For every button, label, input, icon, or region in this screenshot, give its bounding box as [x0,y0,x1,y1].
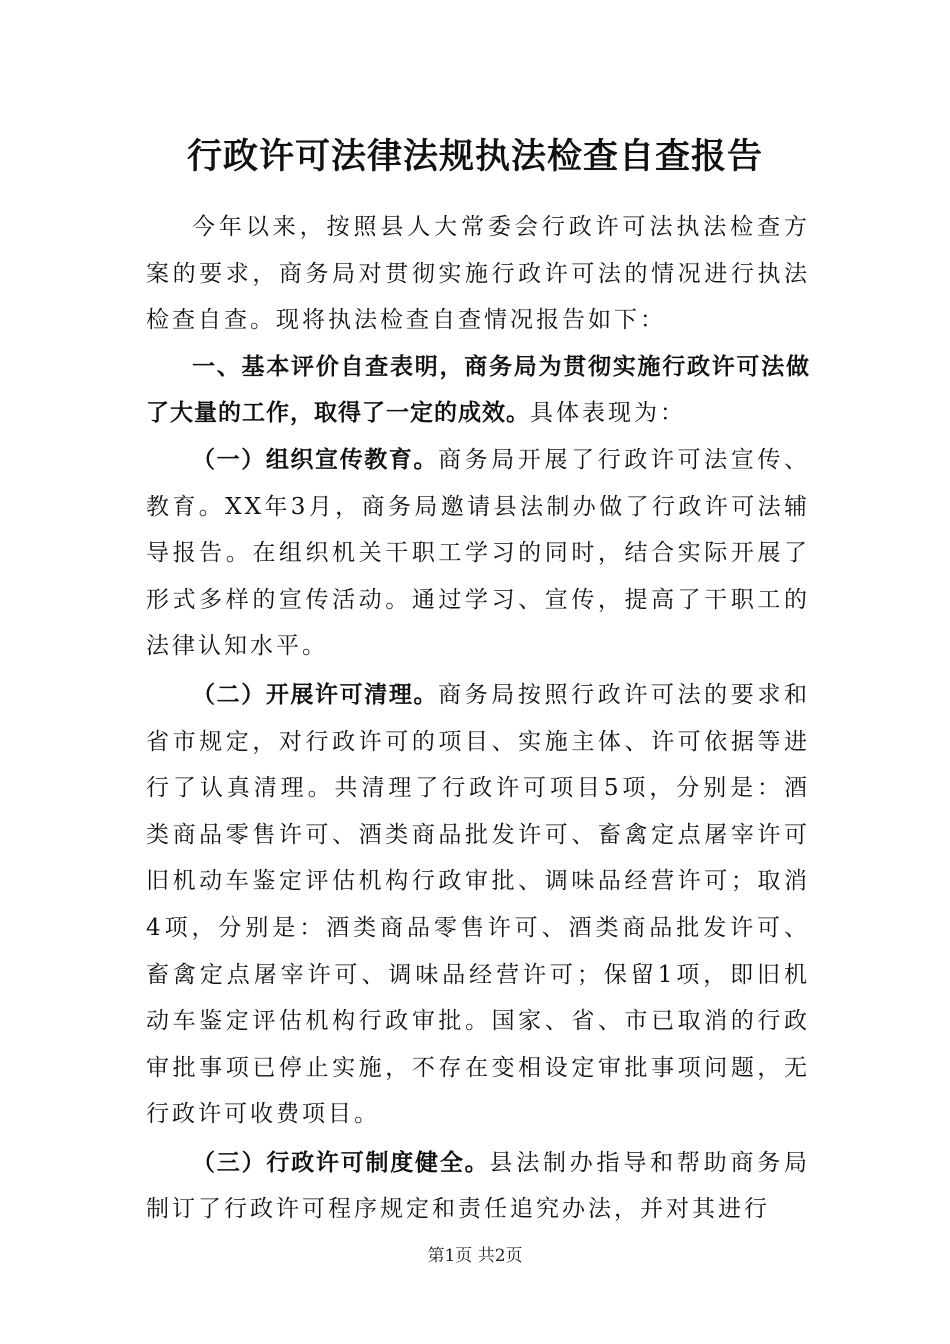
paragraph-section-basic-evaluation [146,344,810,437]
document-body [146,204,810,1233]
paragraph-text: 今年以来，按照县人大常委会行政许可法执法检查方案的要求，商务局对贯彻实施行政许可法的情况进行执法检查自查。现将执法检查自查情况报告如下： [146,214,810,334]
section-heading: 一、基本评价自查表明，商务局为贯彻实施行政许可法做了大量的工作，取得了一定的成效。 [146,353,810,427]
paragraph-intro [146,204,810,344]
paragraph-publicity-education [146,437,810,670]
page-footer: 第1页 共2页 [427,1246,523,1266]
subsection-heading: （三）行政许可制度健全。 [192,1149,490,1176]
paragraph-text: 商务局按照行政许可法的要求和省市规定，对行政许可的项目、实施主体、许可依据等进行了认真清理。共清理了行政许可项目5项，分别是：酒类商品零售许可、酒类商品批发许可、畜禽定点屠宰许可旧机动车鉴定评估机构行政审批、调味品经营许可；取消4项，分别是：酒类商品零售许可、酒类商品批发许可、畜禽定点屠宰许可、调味品经营许可；保留1项，即旧机动车鉴定评估机构行政审批。国家、省、市已取消的行政审批事项已停止实施，不存在变相设定审批事项问题，无行政许可收费项目。 [146,681,811,1128]
paragraph-license-system [146,1140,810,1233]
paragraph-text: 具体表现为： [530,400,686,427]
paragraph-text: 商务局开展了行政许可法宣传、教育。XX年3月，商务局邀请县法制办做了行政许可法辅导报告。在组织机关干职工学习的同时，结合实际开展了形式多样的宣传活动。通过学习、宣传，提高了干职工的法律认知水平。 [146,446,811,660]
subsection-heading: （一）组织宣传教育。 [192,446,439,473]
paragraph-text: 县法制办指导和帮助商务局制订了行政许可程序规定和责任追究办法，并对其进行 [146,1149,811,1223]
document-title: 行政许可法律法规执法检查自查报告 [186,136,763,177]
paragraph-license-cleanup [146,672,810,1138]
subsection-heading: （二）开展许可清理。 [192,681,439,708]
